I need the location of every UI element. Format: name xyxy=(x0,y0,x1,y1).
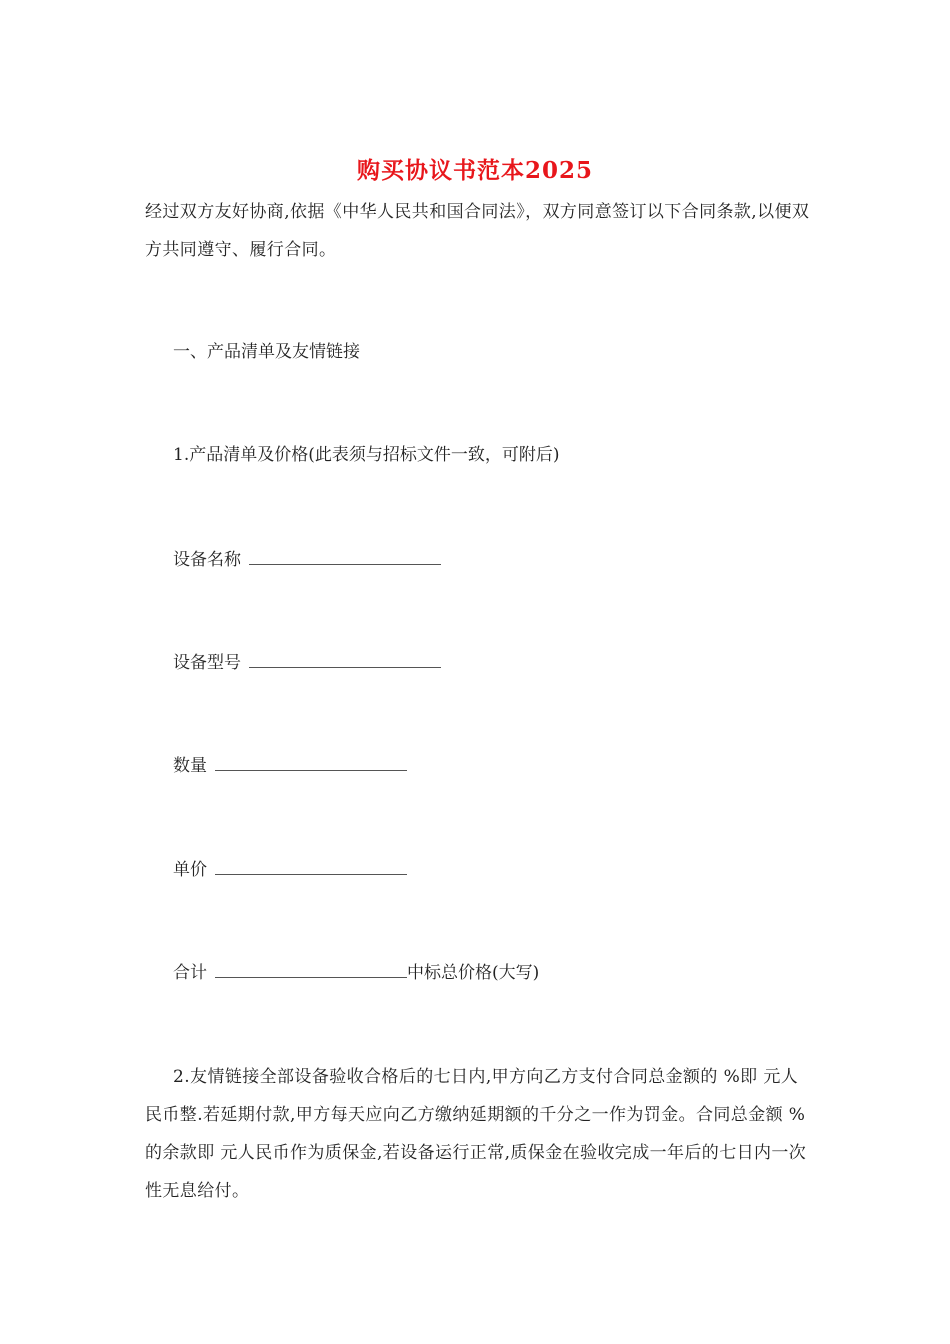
item2-paragraph: 2.友情链接全部设备验收合格后的七日内,甲方向乙方支付合同总金额的 %即 元人民币整.若延期付款,甲方每天应向乙方缴纳延期额的千分之一作为罚金。合同总金额 %的余款即 元人民币作为质保金,若设备运行正常,质保金在验收完成一年后的七日内一次性无息给付。 xyxy=(145,1067,807,1201)
device-model-row xyxy=(173,650,441,675)
unit-price-blank[interactable] xyxy=(215,857,407,875)
document-title: 购买协议书范本2025 xyxy=(356,157,593,184)
item1-heading: 1.产品清单及价格(此表须与招标文件一致，可附后) xyxy=(173,445,560,465)
unit-price-row xyxy=(173,857,407,882)
device-name-label: 设备名称 xyxy=(173,550,241,570)
total-label: 合计 xyxy=(173,963,207,983)
quantity-blank[interactable] xyxy=(215,753,407,771)
device-name-row xyxy=(173,547,441,572)
device-name-blank[interactable] xyxy=(249,547,441,565)
unit-price-label: 单价 xyxy=(173,860,207,880)
device-model-blank[interactable] xyxy=(249,650,441,668)
intro-paragraph: 经过双方友好协商,依据《中华人民共和国合同法》，双方同意签订以下合同条款,以便双方共同遵守、履行合同。 xyxy=(145,202,810,260)
total-suffix-label: 中标总价格(大写) xyxy=(407,963,540,983)
device-model-label: 设备型号 xyxy=(173,653,241,673)
section-heading: 一、产品清单及友情链接 xyxy=(173,342,360,362)
total-blank[interactable] xyxy=(215,960,407,978)
total-row xyxy=(173,960,539,985)
quantity-row xyxy=(173,753,407,778)
quantity-label: 数量 xyxy=(173,756,207,776)
